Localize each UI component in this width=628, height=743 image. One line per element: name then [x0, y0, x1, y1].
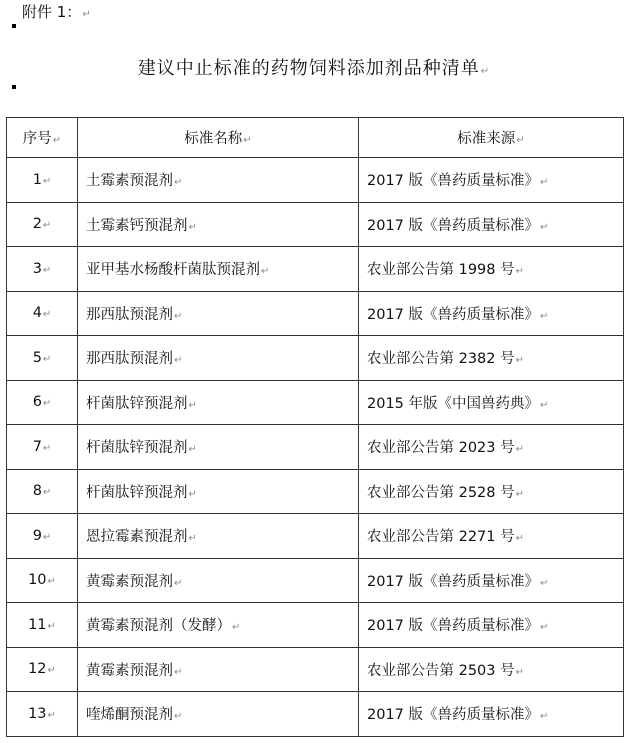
cell-serial-number: 11↵: [7, 603, 78, 648]
paragraph-mark: ↵: [188, 399, 197, 411]
paragraph-mark: ↵: [540, 577, 549, 589]
paragraph-mark: ↵: [540, 711, 549, 723]
cell-standard-source: 2017 版《兽药质量标准》↵: [359, 558, 624, 603]
table-row: [7, 469, 624, 514]
paragraph-mark: ↵: [540, 177, 549, 189]
table-header: [7, 118, 624, 158]
attachment-label: 附件 1：↵: [22, 3, 91, 21]
table-row: [7, 336, 624, 381]
cell-serial-number: 7↵: [7, 425, 78, 470]
cell-standard-name: 黄霉素预混剂↵: [78, 558, 359, 603]
paragraph-mark: ↵: [174, 355, 183, 367]
table-row: [7, 647, 624, 692]
paragraph-mark: ↵: [515, 533, 525, 545]
header-standard-name: 标准名称↵: [78, 118, 359, 158]
table-row: [7, 558, 624, 603]
paragraph-bullet-marker: [12, 24, 16, 28]
document-title: 建议中止标准的药物饲料添加剂品种清单↵: [137, 58, 491, 79]
paragraph-mark: ↵: [174, 666, 183, 678]
table-header-row: [7, 118, 624, 158]
paragraph-mark: ↵: [42, 353, 52, 365]
paragraph-mark: ↵: [515, 355, 525, 367]
cell-serial-number: 10↵: [7, 558, 78, 603]
paragraph-mark: ↵: [42, 531, 52, 543]
paragraph-mark: ↵: [174, 177, 183, 189]
paragraph-mark: ↵: [42, 175, 52, 187]
table-body: [7, 158, 624, 737]
paragraph-mark: ↵: [480, 66, 491, 77]
paragraph-mark: ↵: [232, 622, 241, 634]
paragraph-mark: ↵: [261, 266, 270, 278]
paragraph-mark: ↵: [82, 9, 91, 20]
paragraph-mark: ↵: [188, 444, 197, 456]
cell-serial-number: 3↵: [7, 247, 78, 292]
table-row: [7, 514, 624, 559]
paragraph-mark: ↵: [515, 666, 525, 678]
cell-standard-name: 杆菌肽锌预混剂↵: [78, 469, 359, 514]
cell-standard-source: 2017 版《兽药质量标准》↵: [359, 202, 624, 247]
paragraph-mark: ↵: [47, 576, 56, 588]
cell-serial-number: 4↵: [7, 291, 78, 336]
paragraph-mark: ↵: [174, 310, 183, 322]
cell-standard-name: 杆菌肽锌预混剂↵: [78, 380, 359, 425]
cell-standard-source: 农业部公告第 2023 号↵: [359, 425, 624, 470]
paragraph-mark: ↵: [47, 620, 56, 632]
cell-standard-name: 土霉素预混剂↵: [78, 158, 359, 203]
cell-standard-source: 2017 版《兽药质量标准》↵: [359, 692, 624, 737]
table-row: [7, 202, 624, 247]
table-row: [7, 291, 624, 336]
table-row: [7, 603, 624, 648]
header-standard-source: 标准来源↵: [359, 118, 624, 158]
cell-standard-source: 农业部公告第 2382 号↵: [359, 336, 624, 381]
cell-serial-number: 8↵: [7, 469, 78, 514]
table-row: [7, 380, 624, 425]
cell-standard-name: 那西肽预混剂↵: [78, 336, 359, 381]
cell-serial-number: 1↵: [7, 158, 78, 203]
paragraph-mark: ↵: [540, 399, 549, 411]
cell-standard-name: 土霉素钙预混剂↵: [78, 202, 359, 247]
paragraph-mark: ↵: [515, 444, 525, 456]
paragraph-mark: ↵: [52, 135, 62, 146]
paragraph-mark: ↵: [47, 709, 56, 721]
table-row: [7, 692, 624, 737]
paragraph-mark: ↵: [515, 266, 525, 278]
cell-standard-name: 杆菌肽锌预混剂↵: [78, 425, 359, 470]
paragraph-mark: ↵: [174, 577, 183, 589]
paragraph-mark: ↵: [188, 221, 197, 233]
paragraph-mark: ↵: [42, 487, 52, 499]
paragraph-mark: ↵: [516, 135, 525, 146]
cell-serial-number: 9↵: [7, 514, 78, 559]
standards-table: [6, 117, 624, 737]
header-serial-number: 序号↵: [7, 118, 78, 158]
cell-standard-source: 2017 版《兽药质量标准》↵: [359, 158, 624, 203]
paragraph-bullet-marker: [12, 85, 16, 89]
cell-serial-number: 5↵: [7, 336, 78, 381]
cell-serial-number: 2↵: [7, 202, 78, 247]
cell-standard-name: 恩拉霉素预混剂↵: [78, 514, 359, 559]
table-row: [7, 425, 624, 470]
cell-standard-name: 黄霉素预混剂（发酵）↵: [78, 603, 359, 648]
cell-standard-name: 喹烯酮预混剂↵: [78, 692, 359, 737]
cell-standard-source: 农业部公告第 1998 号↵: [359, 247, 624, 292]
paragraph-mark: ↵: [42, 220, 52, 232]
paragraph-mark: ↵: [540, 310, 549, 322]
cell-standard-source: 2015 年版《中国兽药典》↵: [359, 380, 624, 425]
cell-serial-number: 6↵: [7, 380, 78, 425]
paragraph-mark: ↵: [42, 398, 52, 410]
cell-standard-name: 亚甲基水杨酸杆菌肽预混剂↵: [78, 247, 359, 292]
cell-standard-name: 黄霉素预混剂↵: [78, 647, 359, 692]
cell-standard-source: 农业部公告第 2528 号↵: [359, 469, 624, 514]
paragraph-mark: ↵: [42, 264, 52, 276]
cell-serial-number: 12↵: [7, 647, 78, 692]
paragraph-mark: ↵: [540, 622, 549, 634]
cell-serial-number: 13↵: [7, 692, 78, 737]
paragraph-mark: ↵: [42, 309, 52, 321]
cell-standard-source: 2017 版《兽药质量标准》↵: [359, 291, 624, 336]
paragraph-mark: ↵: [42, 442, 52, 454]
paragraph-mark: ↵: [540, 221, 549, 233]
paragraph-mark: ↵: [515, 488, 525, 500]
paragraph-mark: ↵: [243, 135, 252, 146]
paragraph-mark: ↵: [188, 533, 197, 545]
cell-standard-name: 那西肽预混剂↵: [78, 291, 359, 336]
table-row: [7, 247, 624, 292]
paragraph-mark: ↵: [188, 488, 197, 500]
cell-standard-source: 2017 版《兽药质量标准》↵: [359, 603, 624, 648]
cell-standard-source: 农业部公告第 2271 号↵: [359, 514, 624, 559]
table-row: [7, 158, 624, 203]
paragraph-mark: ↵: [174, 711, 183, 723]
cell-standard-source: 农业部公告第 2503 号↵: [359, 647, 624, 692]
paragraph-mark: ↵: [47, 665, 56, 677]
